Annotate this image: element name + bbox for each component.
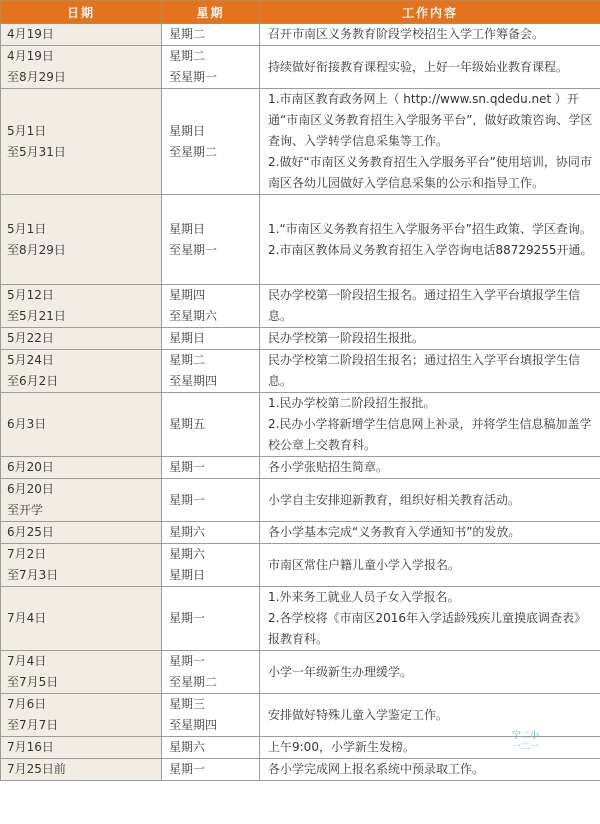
content-cell: [260, 46, 600, 89]
content-cell: [260, 544, 600, 587]
weekday-cell-line: 星期六: [169, 525, 206, 539]
content-cell: [260, 737, 600, 759]
content-cell-line: 召开市南区义务教育阶段学校招生入学工作筹备会。: [268, 27, 545, 41]
table-row: [1, 350, 600, 393]
weekday-cell-line: 至星期二: [169, 675, 218, 689]
date-cell-line: 5月24日: [7, 353, 54, 367]
weekday-cell-line: 至星期二: [169, 144, 218, 159]
date-cell-line: 至8月29日: [7, 242, 66, 257]
weekday-cell-line: 至星期六: [169, 309, 218, 323]
weekday-cell: [162, 737, 260, 759]
date-cell-line: 6月3日: [7, 417, 47, 431]
weekday-cell: [162, 522, 260, 544]
date-cell: [1, 651, 162, 694]
content-cell: [260, 694, 600, 737]
date-cell-line: 7月6日: [7, 697, 47, 711]
table-body: [1, 24, 600, 781]
table-row: [1, 457, 600, 479]
table-row: [1, 89, 600, 195]
content-cell-line: 民办学校第一阶段招生报名。通过招生入学平台填报学生信息。: [268, 288, 581, 323]
content-cell-line: 2.各学校将《市南区2016年入学适龄残疾儿童摸底调查表》报教育科。: [268, 611, 586, 646]
weekday-cell-line: 至星期四: [169, 374, 218, 388]
date-cell-line: 至6月2日: [7, 374, 59, 388]
table-row: [1, 651, 600, 694]
weekday-cell: [162, 393, 260, 457]
weekday-cell-line: 星期日: [169, 221, 206, 236]
weekday-cell: [162, 587, 260, 651]
content-cell: [260, 328, 600, 350]
header-date: 日期: [1, 1, 162, 24]
weekday-cell: [162, 694, 260, 737]
date-cell: [1, 694, 162, 737]
date-cell: [1, 479, 162, 522]
content-cell-line: 小学一年级新生办理缓学。: [268, 664, 413, 679]
content-cell: [260, 479, 600, 522]
content-cell: [260, 195, 600, 285]
content-cell-line: 持续做好衔接教育课程实验，上好一年级始业教育课程。: [268, 59, 569, 74]
weekday-cell-line: 星期二: [169, 49, 206, 63]
date-cell: [1, 522, 162, 544]
content-cell: [260, 522, 600, 544]
date-cell: [1, 89, 162, 195]
content-cell-line: 市南区常住户籍儿童小学入学报名。: [268, 557, 461, 572]
date-cell-line: 至5月31日: [7, 144, 66, 159]
weekday-cell-line: 星期二: [169, 27, 206, 41]
content-cell-line: 2.做好“市南区义务教育招生入学服务平台”使用培训，协同市南区各幼儿园做好入学信息采集的公示和指导工作。: [268, 155, 592, 190]
table-row: [1, 328, 600, 350]
table-row: [1, 393, 600, 457]
weekday-cell-line: 星期五: [169, 417, 206, 431]
weekday-cell-line: 星期日: [169, 123, 206, 138]
date-cell-line: 至7月7日: [7, 718, 59, 732]
weekday-cell-line: 至星期一: [169, 70, 218, 84]
watermark-line: 一二一: [512, 742, 540, 752]
weekday-cell-line: 星期一: [169, 611, 206, 625]
weekday-cell: [162, 457, 260, 479]
content-cell-line: 2.民办小学将新增学生信息网上补录，并将学生信息稿加盖学校公章上交教育科。: [268, 417, 592, 452]
weekday-cell-line: 星期三: [169, 697, 206, 711]
date-cell-line: 至8月29日: [7, 70, 66, 84]
weekday-cell: [162, 759, 260, 781]
weekday-cell-line: 星期日: [169, 331, 206, 345]
weekday-cell-line: 星期日: [169, 568, 206, 582]
weekday-cell: [162, 651, 260, 694]
watermark: [512, 731, 539, 753]
date-cell-line: 4月19日: [7, 49, 54, 63]
header-weekday: 星期: [162, 1, 260, 24]
weekday-cell-line: 星期六: [169, 740, 206, 754]
weekday-cell-line: 至星期一: [169, 242, 218, 257]
table-header-row: [1, 1, 600, 24]
date-cell-line: 至开学: [7, 503, 44, 517]
weekday-cell: [162, 24, 260, 46]
weekday-cell-line: 星期二: [169, 353, 206, 367]
weekday-cell: [162, 479, 260, 522]
date-cell: [1, 737, 162, 759]
weekday-cell: [162, 350, 260, 393]
date-cell-line: 7月2日: [7, 547, 47, 561]
date-cell-line: 至7月3日: [7, 568, 59, 582]
date-cell: [1, 457, 162, 479]
weekday-cell-line: 星期一: [169, 762, 206, 776]
date-cell: [1, 328, 162, 350]
date-cell: [1, 544, 162, 587]
content-cell-line: 2.市南区教体局义务教育招生入学咨询电话88729255开通。: [268, 242, 593, 257]
weekday-cell: [162, 89, 260, 195]
date-cell-line: 6月20日: [7, 460, 54, 474]
content-cell-line: 1.民办学校第二阶段招生报批。: [268, 396, 436, 410]
content-cell-line: 安排做好特殊儿童入学鉴定工作。: [268, 707, 449, 722]
date-cell: [1, 350, 162, 393]
date-cell-line: 7月25日前: [7, 762, 66, 776]
weekday-cell-line: 至星期四: [169, 718, 218, 732]
content-cell: [260, 350, 600, 393]
date-cell-line: 7月16日: [7, 740, 54, 754]
table-row: [1, 522, 600, 544]
content-cell-line: 小学自主安排迎新教育，组织好相关教育活动。: [268, 492, 521, 507]
date-cell-line: 5月1日: [7, 221, 47, 236]
table-row: [1, 587, 600, 651]
date-cell: [1, 285, 162, 328]
content-cell: [260, 651, 600, 694]
content-cell: [260, 587, 600, 651]
content-cell-line: 1.市南区教育政务网上（ http://www.sn.qdedu.net ）开通“市南区义务教育招生入学服务平台”，做好政策咨询、学区查询、入学转学信息采集等工作。: [268, 92, 593, 148]
header-content: 工作内容: [260, 1, 600, 24]
content-cell-line: 1.“市南区义务教育招生入学服务平台”招生政策、学区查询。: [268, 221, 592, 236]
date-cell-line: 至7月5日: [7, 675, 59, 689]
table-row: [1, 694, 600, 737]
content-cell-line: 民办学校第一阶段招生报批。: [268, 331, 425, 345]
content-cell-line: 上午9:00，小学新生发榜。: [268, 740, 415, 754]
content-cell: [260, 89, 600, 195]
content-cell-line: 各小学完成网上报名系统中预录取工作。: [268, 762, 485, 776]
weekday-cell: [162, 195, 260, 285]
date-cell-line: 5月1日: [7, 123, 47, 138]
content-cell: [260, 24, 600, 46]
date-cell: [1, 759, 162, 781]
watermark-line: 宁二小: [512, 731, 540, 741]
date-cell: [1, 24, 162, 46]
date-cell-line: 6月25日: [7, 525, 54, 539]
content-cell-line: 各小学张贴招生简章。: [268, 460, 389, 474]
table-row: [1, 285, 600, 328]
weekday-cell-line: 星期一: [169, 492, 206, 507]
table-row: [1, 195, 600, 285]
date-cell-line: 4月19日: [7, 27, 54, 41]
weekday-cell: [162, 328, 260, 350]
table-row: [1, 759, 600, 781]
weekday-cell-line: 星期六: [169, 547, 206, 561]
weekday-cell-line: 星期一: [169, 460, 206, 474]
date-cell: [1, 587, 162, 651]
weekday-cell: [162, 544, 260, 587]
date-cell: [1, 46, 162, 89]
content-cell: [260, 285, 600, 328]
date-cell-line: 6月20日: [7, 482, 54, 496]
table-row: [1, 479, 600, 522]
table-row: [1, 24, 600, 46]
weekday-cell: [162, 285, 260, 328]
date-cell-line: 7月4日: [7, 654, 47, 668]
content-cell: [260, 759, 600, 781]
date-cell-line: 5月22日: [7, 331, 54, 345]
weekday-cell-line: 星期四: [169, 288, 206, 302]
date-cell-line: 7月4日: [7, 611, 47, 625]
content-cell-line: 各小学基本完成“义务教育入学通知书”的发放。: [268, 525, 521, 539]
date-cell-line: 至5月21日: [7, 309, 66, 323]
date-cell: [1, 393, 162, 457]
table-row: [1, 737, 600, 759]
weekday-cell-line: 星期一: [169, 654, 206, 668]
content-cell-line: 1.外来务工就业人员子女入学报名。: [268, 590, 460, 604]
content-cell-line: 民办学校第二阶段招生报名；通过招生入学平台填报学生信息。: [268, 353, 581, 388]
weekday-cell: [162, 46, 260, 89]
date-cell: [1, 195, 162, 285]
date-cell-line: 5月12日: [7, 288, 54, 302]
content-cell: [260, 457, 600, 479]
content-cell: [260, 393, 600, 457]
table-row: [1, 46, 600, 89]
table-row: [1, 544, 600, 587]
